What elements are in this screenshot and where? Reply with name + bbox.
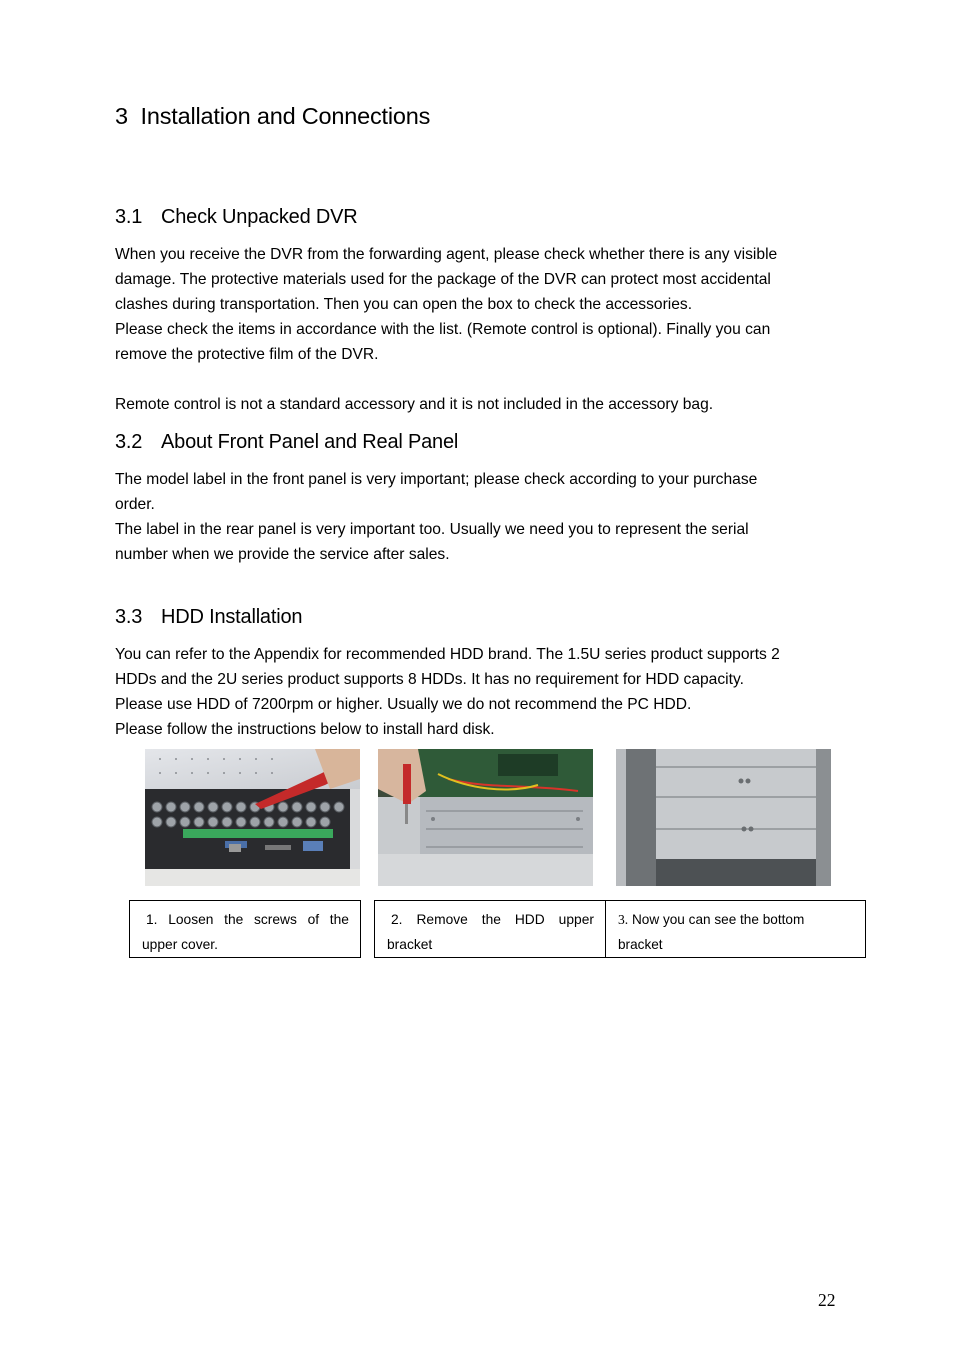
caption-word: HDD — [514, 912, 545, 927]
caption-word: screws — [253, 912, 297, 927]
section-heading-3-2 — [115, 431, 458, 454]
caption-word: upper — [558, 912, 594, 927]
photo-bottom-bracket — [616, 749, 831, 886]
caption-line: Now you can see the bottom — [628, 912, 805, 927]
paragraph-line: Please check the items in accordance with the list. (Remote control is optional). Finally you can — [115, 321, 771, 338]
caption-step-1 — [129, 900, 361, 958]
paragraph-line: damage. The protective materials used for the package of the DVR can protect most accidental — [115, 271, 771, 288]
paragraph-line: Please use HDD of 7200rpm or higher. Usually we do not recommend the PC HDD. — [115, 696, 692, 713]
page-number: 22 — [818, 1290, 836, 1310]
section-3-3-body — [115, 642, 780, 742]
paragraph-line: The label in the rear panel is very important too. Usually we need you to represent the serial — [115, 521, 749, 538]
caption-line: upper cover. — [142, 937, 218, 952]
chapter-heading — [115, 103, 430, 130]
caption-word: the — [481, 912, 501, 927]
photo-rear-panel-screws — [145, 749, 360, 886]
caption-word: 2. — [391, 912, 403, 927]
note-line: Remote control is not a standard accessory and it is not included in the accessory bag. — [115, 396, 714, 413]
caption-word: Loosen — [168, 912, 214, 927]
paragraph-line: number when we provide the service after sales. — [115, 546, 450, 563]
paragraph-line: order. — [115, 496, 155, 513]
caption-word: Remove — [416, 912, 468, 927]
chapter-title: Installation and Connections — [140, 103, 431, 129]
paragraph-line: remove the protective film of the DVR. — [115, 346, 379, 363]
paragraph-line: The model label in the front panel is very important; please check according to your purchase — [115, 471, 758, 488]
section-title: Check Unpacked DVR — [161, 206, 358, 228]
caption-step-3 — [605, 900, 866, 958]
section-heading-3-3 — [115, 606, 302, 629]
paragraph-line: Please follow the instructions below to install hard disk. — [115, 721, 495, 738]
section-number: 3.3 — [115, 606, 143, 628]
caption-step-number: 3. — [618, 912, 629, 927]
section-heading-3-1 — [115, 206, 358, 229]
paragraph-line: You can refer to the Appendix for recommended HDD brand. The 1.5U series product supports 2 — [115, 646, 780, 663]
caption-line: bracket — [618, 937, 663, 952]
caption-step-2 — [374, 900, 606, 958]
section-3-1-body — [115, 242, 777, 417]
caption-word: 1. — [146, 912, 158, 927]
caption-word: the — [224, 912, 244, 927]
section-3-2-body — [115, 467, 757, 567]
paragraph-line: HDDs and the 2U series product supports 8 HDDs. It has no requirement for HDD capacity. — [115, 671, 744, 688]
section-title: About Front Panel and Real Panel — [161, 431, 459, 453]
section-number: 3.2 — [115, 431, 143, 453]
caption-line: bracket — [387, 937, 433, 952]
chapter-number: 3 — [115, 103, 128, 129]
paragraph-line: clashes during transportation. Then you can open the box to check the accessories. — [115, 296, 693, 313]
caption-word: the — [329, 912, 349, 927]
caption-word: of — [307, 912, 320, 927]
section-number: 3.1 — [115, 206, 143, 228]
section-title: HDD Installation — [161, 606, 303, 628]
paragraph-line: When you receive the DVR from the forwarding agent, please check whether there is any visible — [115, 246, 778, 263]
photo-remove-bracket — [378, 749, 593, 886]
